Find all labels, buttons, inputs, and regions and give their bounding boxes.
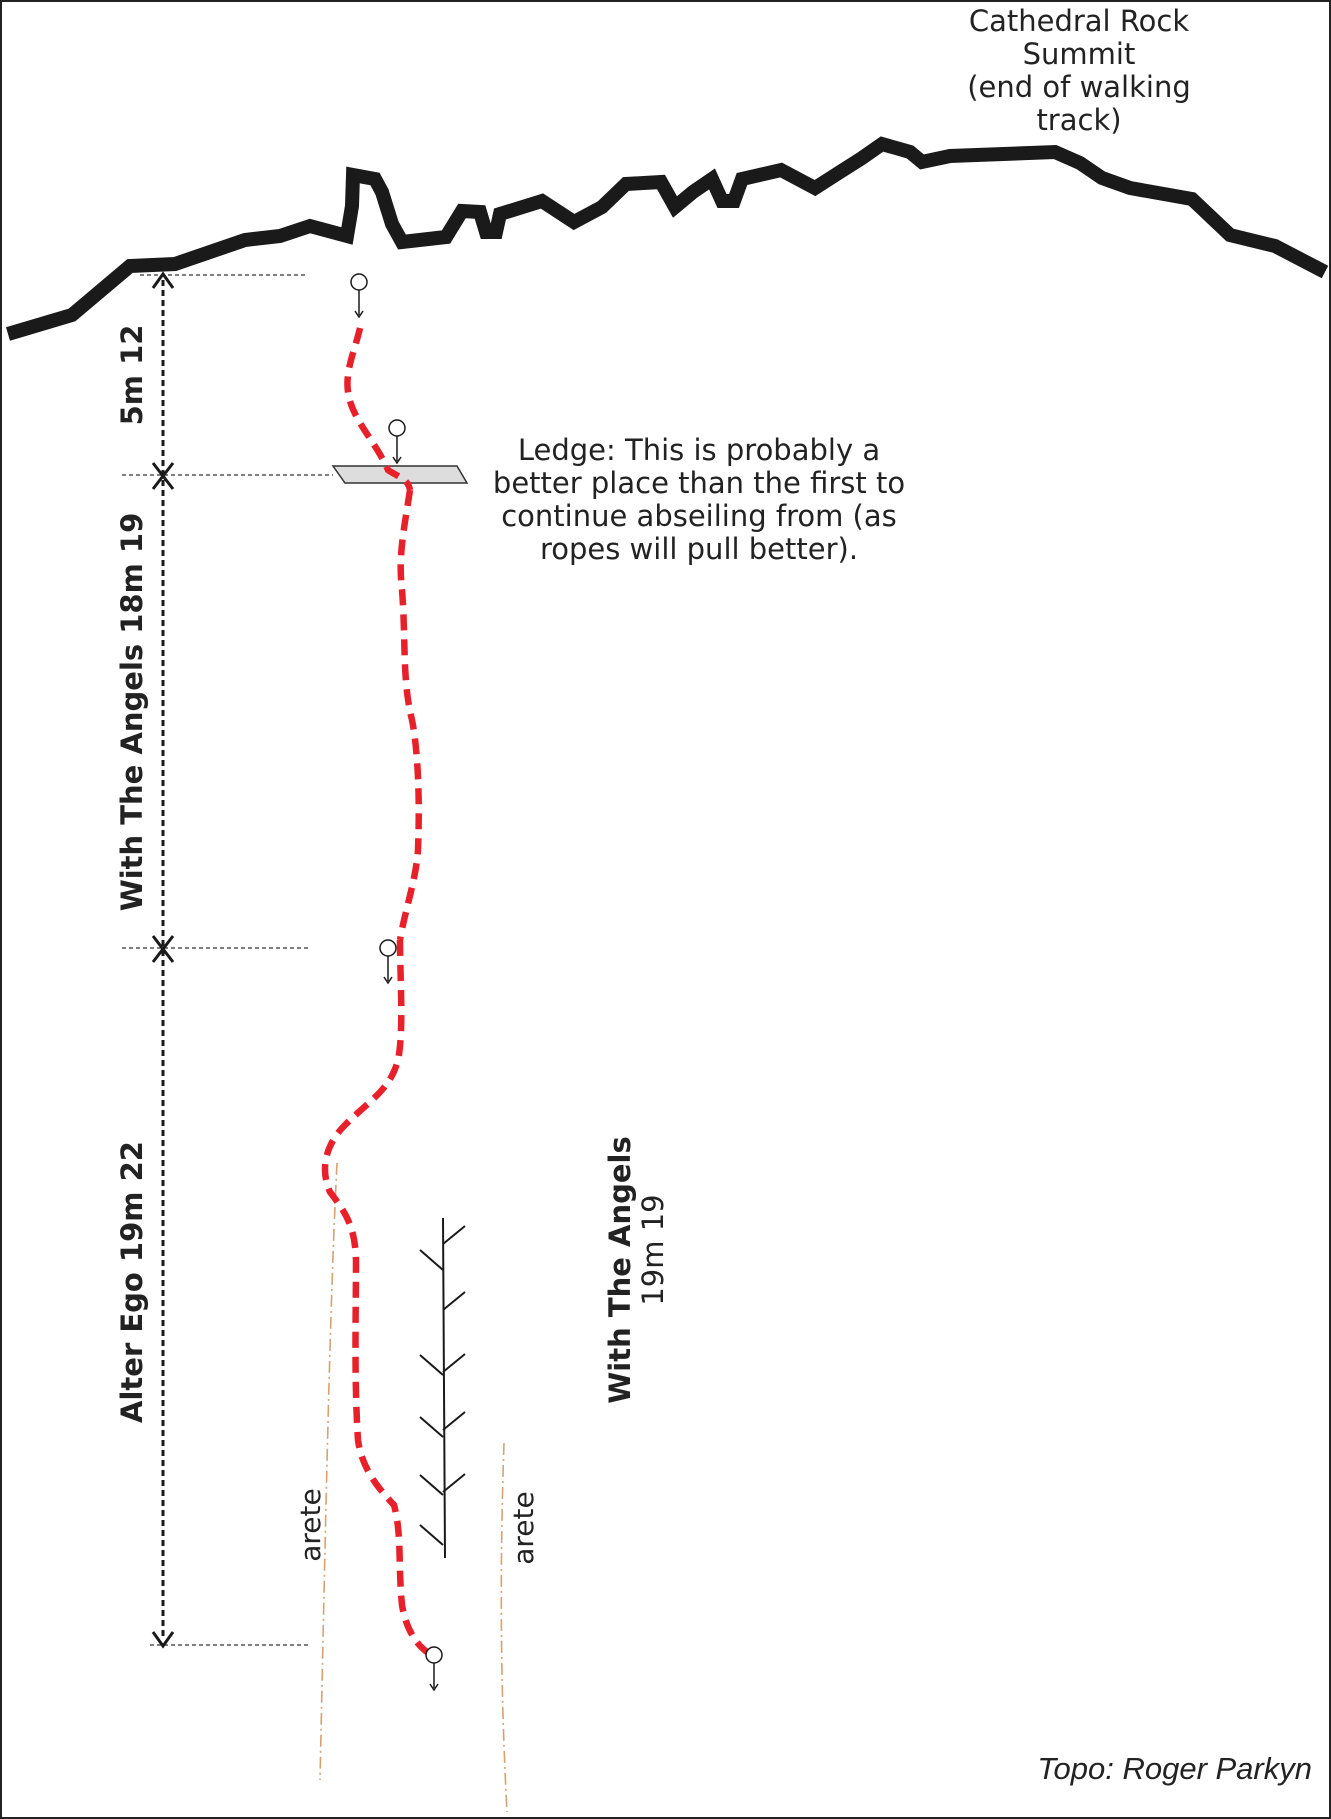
route-pitch-3 xyxy=(325,940,432,1655)
ledge-note xyxy=(493,433,905,566)
route-pitch-2 xyxy=(400,490,419,940)
summit-label-line-4: track) xyxy=(1036,103,1122,137)
frame-border xyxy=(1,1,1330,1818)
route-line xyxy=(325,328,432,1655)
route-label-grade: 19m 19 xyxy=(636,1194,670,1306)
crack-feature-icon xyxy=(420,1218,465,1558)
route-label-name: With The Angels xyxy=(603,1136,637,1404)
summit-label-line-2: Summit xyxy=(1022,37,1136,71)
arete-lines xyxy=(320,1163,507,1812)
pitch-label-bottom: Alter Ego 19m 22 xyxy=(115,1141,149,1423)
summit-label-line-1: Cathedral Rock xyxy=(968,4,1190,38)
ledge-note-line-1: Ledge: This is probably a xyxy=(517,433,881,467)
arete-label-left: arete xyxy=(294,1488,327,1562)
anchor-icon xyxy=(351,274,442,1690)
arete-label-right: arete xyxy=(507,1491,540,1565)
ledge-note-line-2: better place than the first to xyxy=(492,466,906,500)
summit-label-line-3: (end of walking xyxy=(967,70,1191,104)
arete-left xyxy=(320,1163,337,1780)
pitch-label-middle: With The Angels 18m 19 xyxy=(115,512,149,912)
dimension-arrow-icon xyxy=(153,274,173,1646)
ledge xyxy=(333,466,467,483)
pitch-label-top: 5m 12 xyxy=(115,324,149,426)
summit-label xyxy=(967,4,1191,137)
summit-skyline xyxy=(8,144,1325,334)
ledge-note-line-4: ropes will pull better). xyxy=(539,532,859,566)
topo-credit: Topo: Roger Parkyn xyxy=(1037,1751,1312,1786)
ledge-note-line-3: continue abseiling from (as xyxy=(501,499,897,533)
